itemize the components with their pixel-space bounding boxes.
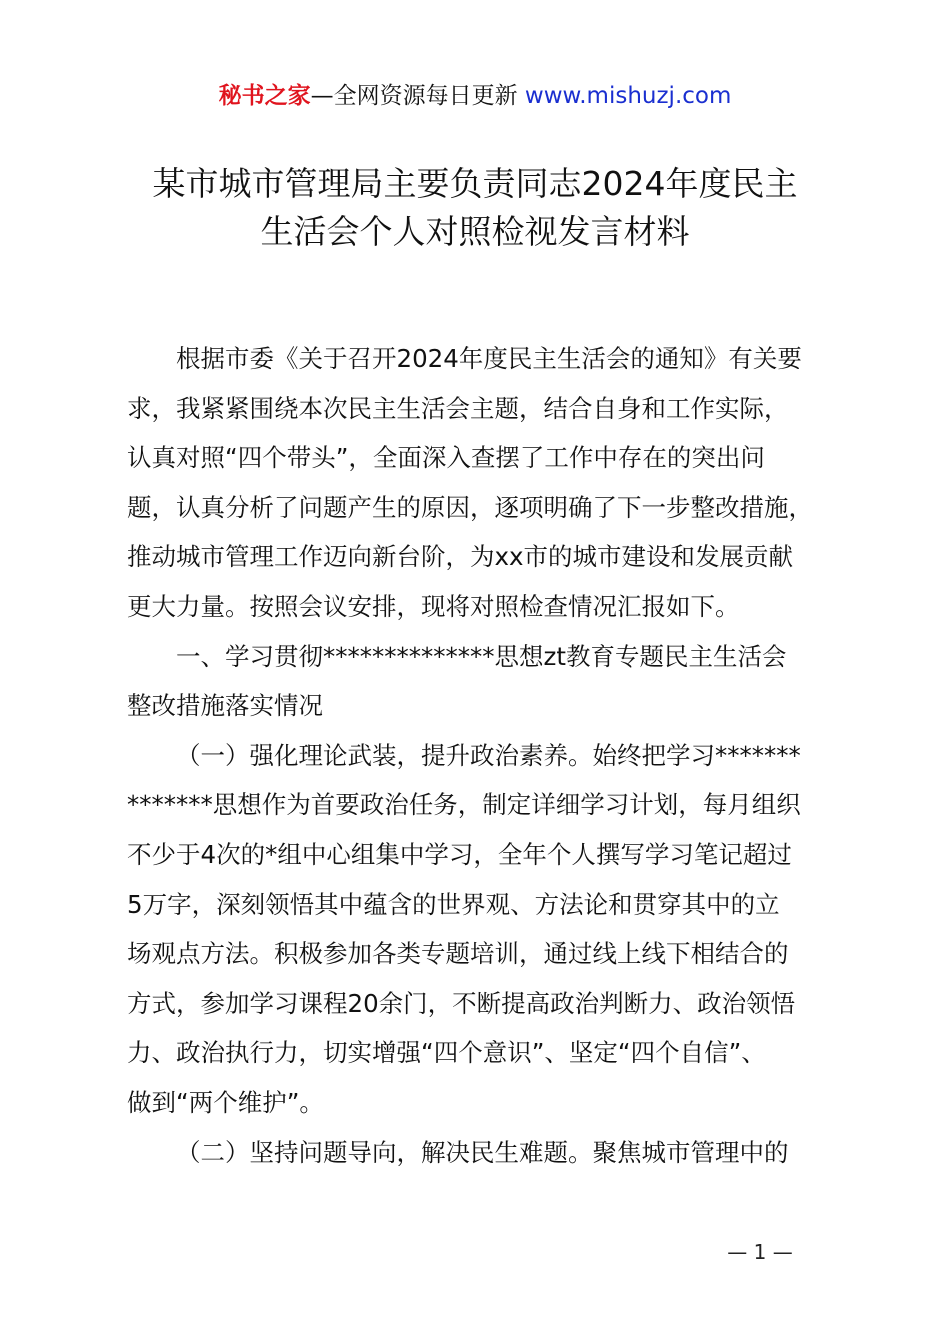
banner-site-link[interactable]: www.mishuzj.com	[524, 83, 732, 109]
page-number: — 1 —	[727, 1240, 793, 1264]
paragraph-line: 不少于4次的*组中心组集中学习，全年个人撰写学习笔记超过	[127, 839, 792, 869]
paragraph-line: 方式，参加学习课程20余门，不断提高政治判断力、政治领悟	[127, 988, 796, 1018]
site-banner	[0, 80, 950, 112]
paragraph-line: 求，我紧紧围绕本次民主生活会主题，结合自身和工作实际，	[127, 393, 789, 423]
document-title	[100, 160, 850, 256]
paragraph-line: 做到“两个维护”。	[127, 1087, 324, 1117]
paragraph-line: 推动城市管理工作迈向新台阶，为xx市的城市建设和发展贡献	[127, 542, 793, 572]
banner-tagline: —全网资源每日更新	[310, 83, 518, 109]
banner-brand: 秘书之家	[218, 83, 311, 109]
paragraph-line: 场观点方法。积极参加各类专题培训，通过线上线下相结合的	[127, 939, 789, 969]
paragraph-line: 5万字，深刻领悟其中蕴含的世界观、方法论和贯穿其中的立	[127, 889, 780, 919]
title-line-1: 某市城市管理局主要负责同志2024年度民主	[152, 164, 798, 203]
paragraph-line: *******思想作为首要政治任务，制定详细学习计划，每月组织	[127, 790, 801, 820]
title-line-2: 生活会个人对照检视发言材料	[260, 212, 690, 251]
paragraph-line: 认真对照“四个带头”，全面深入查摆了工作中存在的突出问	[127, 443, 765, 473]
paragraph-line: （二）坚持问题导向，解决民生难题。聚焦城市管理中的	[176, 1137, 789, 1167]
paragraph-line: 更大力量。按照会议安排，现将对照检查情况汇报如下。	[127, 591, 740, 621]
paragraph-line: 力、政治执行力，切实增强“四个意识”、坚定“四个自信”、	[127, 1038, 766, 1068]
section-heading-line: 整改措施落实情况	[127, 691, 323, 721]
paragraph-line: 根据市委《关于召开2024年度民主生活会的通知》有关要	[176, 344, 802, 373]
document-body	[127, 334, 837, 1177]
paragraph-line: （一）强化理论武装，提升政治素养。始终把学习*******	[176, 740, 801, 770]
paragraph-line: 题，认真分析了问题产生的原因，逐项明确了下一步整改措施，	[127, 492, 813, 522]
section-heading-line: 一、学习贯彻**************思想zt教育专题民主生活会	[176, 641, 787, 671]
